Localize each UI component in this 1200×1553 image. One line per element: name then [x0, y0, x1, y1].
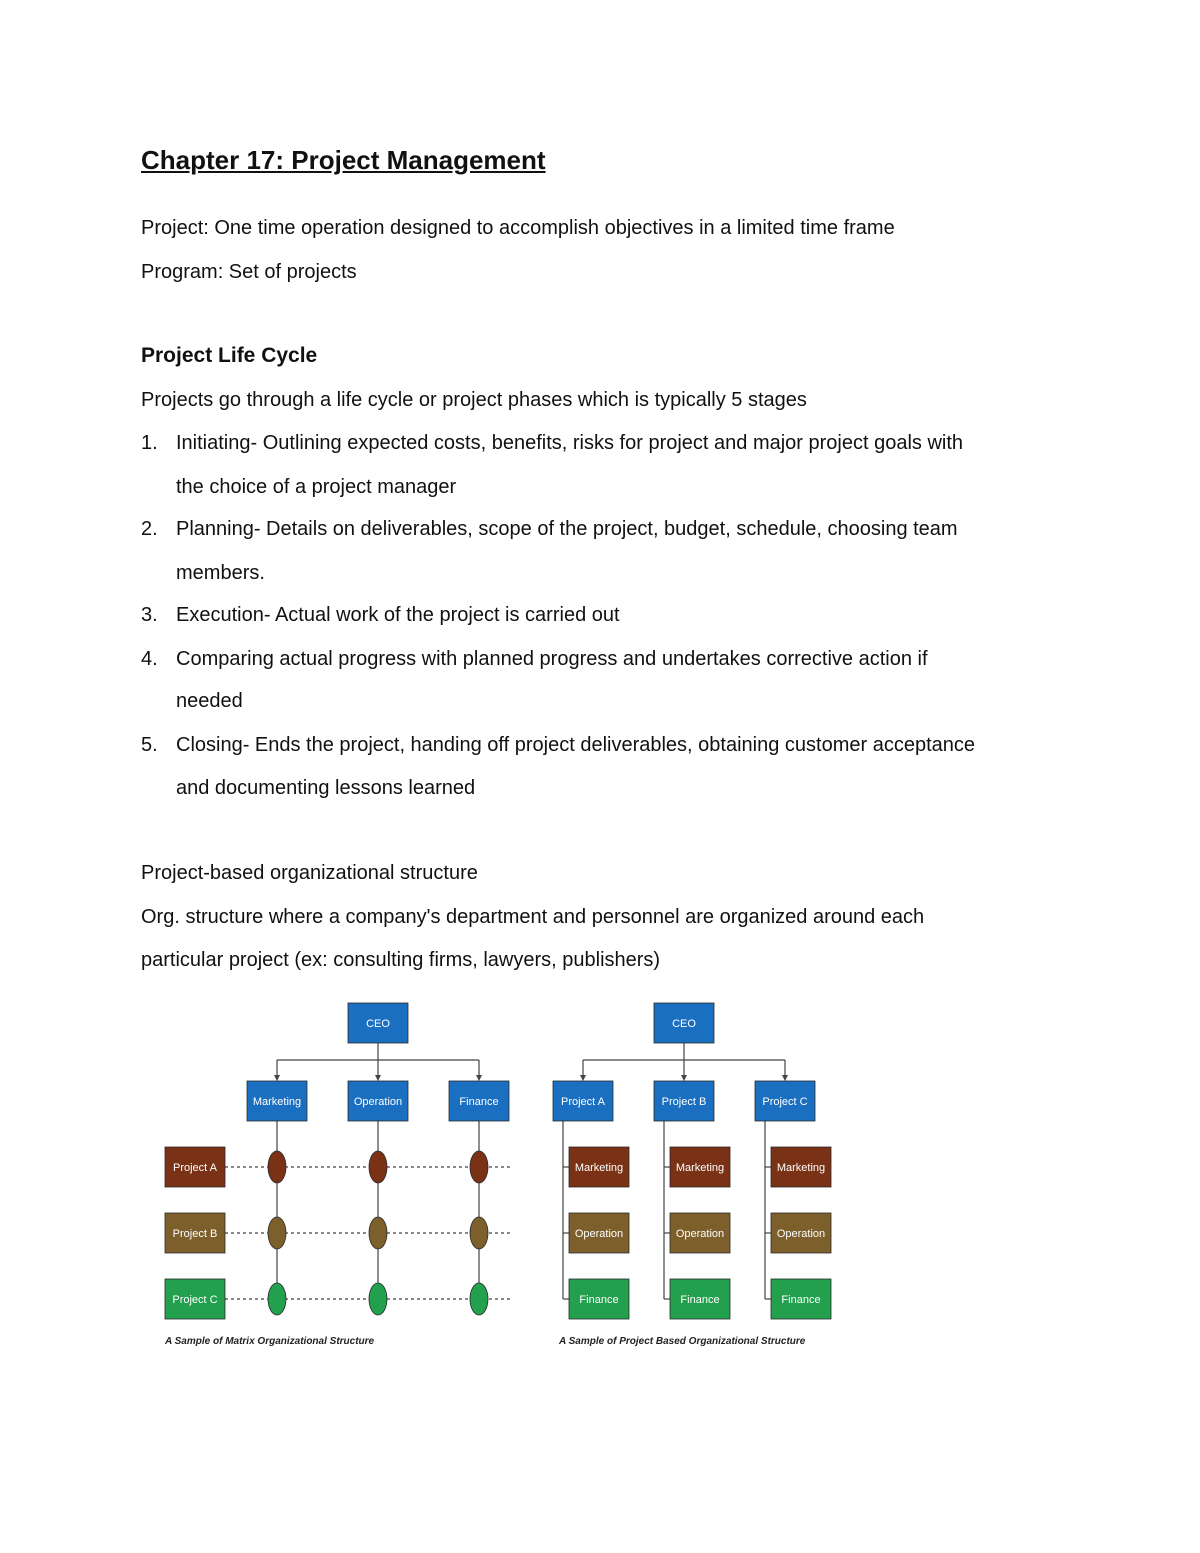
project-definition: Project: One time operation designed to accomplish objectives in a limited time frame — [141, 217, 895, 239]
org-structure-diagrams — [0, 990, 1200, 1410]
pb-dept-node — [569, 1279, 629, 1319]
matrix-junction-node — [268, 1151, 286, 1183]
pb-dept-node-label: Finance — [680, 1294, 720, 1306]
pb-dept-node-label: Marketing — [675, 1162, 725, 1174]
list-number: 1. — [141, 432, 158, 454]
matrix-junction-node — [268, 1217, 286, 1249]
matrix-dept-node — [449, 1081, 509, 1121]
pb-project-node — [755, 1081, 815, 1121]
matrix-junction-node — [369, 1283, 387, 1315]
structure-description-continued: particular project (ex: consulting firms, lawyers, publishers) — [141, 949, 661, 971]
pb-dept-node-label: Finance — [781, 1294, 821, 1306]
pb-project-node — [553, 1081, 613, 1121]
list-text-continued: the choice of a project manager — [176, 476, 457, 498]
matrix-project-node — [165, 1213, 225, 1253]
pb-dept-node — [771, 1279, 831, 1319]
matrix-dept-node-label: Marketing — [252, 1096, 302, 1108]
page-title: Chapter 17: Project Management — [141, 145, 546, 175]
pb-project-node-label: Project B — [661, 1096, 707, 1108]
matrix-project-node — [165, 1147, 225, 1187]
pb-dept-node-label: Operation — [776, 1228, 826, 1240]
matrix-dept-node-label: Operation — [353, 1096, 403, 1108]
matrix-junction-node — [470, 1217, 488, 1249]
matrix-project-node-label: Project A — [172, 1162, 218, 1174]
pb-caption: A Sample of Project Based Organizational Structure — [559, 1336, 806, 1347]
pb-dept-node — [569, 1147, 629, 1187]
list-text: Comparing actual progress with planned progress and undertakes corrective action if — [176, 648, 928, 670]
list-text-continued: and documenting lessons learned — [176, 777, 476, 799]
pb-dept-node-label: Marketing — [776, 1162, 826, 1174]
list-text-continued: needed — [176, 690, 243, 712]
life-cycle-intro: Projects go through a life cycle or project phases which is typically 5 stages — [141, 389, 807, 411]
matrix-ceo-node — [348, 1003, 408, 1043]
matrix-project-node — [165, 1279, 225, 1319]
pb-dept-node-label: Operation — [574, 1228, 624, 1240]
matrix-project-node-label: Project C — [172, 1294, 218, 1306]
pb-arrow-0-head — [580, 1075, 586, 1081]
pb-project-node-label: Project A — [560, 1096, 606, 1108]
list-text: Planning- Details on deliverables, scope of the project, budget, schedule, choosing team — [176, 518, 958, 540]
list-text-continued: members. — [176, 562, 265, 584]
matrix-arrow-0-head — [274, 1075, 280, 1081]
pb-dept-node — [569, 1213, 629, 1253]
pb-project-node-label: Project C — [762, 1096, 808, 1108]
pb-dept-node — [670, 1279, 730, 1319]
list-number: 5. — [141, 734, 158, 756]
matrix-arrow-1-head — [375, 1075, 381, 1081]
pb-dept-node — [771, 1213, 831, 1253]
pb-dept-node-label: Marketing — [574, 1162, 624, 1174]
pb-dept-node — [771, 1147, 831, 1187]
pb-dept-node — [670, 1213, 730, 1253]
pb-project-node — [654, 1081, 714, 1121]
pb-dept-node-label: Finance — [579, 1294, 619, 1306]
matrix-project-node-label: Project B — [172, 1228, 218, 1240]
matrix-dept-node-label: Finance — [459, 1096, 499, 1108]
matrix-caption: A Sample of Matrix Organizational Structure — [165, 1336, 375, 1347]
list-text: Closing- Ends the project, handing off project deliverables, obtaining customer acceptance — [176, 734, 975, 756]
matrix-junction-node — [268, 1283, 286, 1315]
matrix-junction-node — [470, 1151, 488, 1183]
matrix-arrow-2-head — [476, 1075, 482, 1081]
list-number: 3. — [141, 604, 158, 626]
list-number: 2. — [141, 518, 158, 540]
program-definition: Program: Set of projects — [141, 261, 357, 283]
structure-heading: Project-based organizational structure — [141, 862, 478, 884]
pb-arrow-1-head — [681, 1075, 687, 1081]
pb-dept-node — [670, 1147, 730, 1187]
pb-ceo-node — [654, 1003, 714, 1043]
matrix-ceo-node-label: CEO — [366, 1018, 390, 1030]
pb-arrow-2-head — [782, 1075, 788, 1081]
life-cycle-heading: Project Life Cycle — [141, 344, 318, 367]
pb-ceo-node-label: CEO — [672, 1018, 696, 1030]
matrix-junction-node — [369, 1217, 387, 1249]
list-number: 4. — [141, 648, 158, 670]
pb-dept-node-label: Operation — [675, 1228, 725, 1240]
matrix-junction-node — [470, 1283, 488, 1315]
list-text: Execution- Actual work of the project is carried out — [176, 604, 620, 626]
matrix-junction-node — [369, 1151, 387, 1183]
list-text: Initiating- Outlining expected costs, benefits, risks for project and major project goals with — [176, 432, 964, 454]
matrix-dept-node — [247, 1081, 307, 1121]
matrix-dept-node — [348, 1081, 408, 1121]
structure-description: Org. structure where a company's department and personnel are organized around each — [141, 906, 925, 928]
